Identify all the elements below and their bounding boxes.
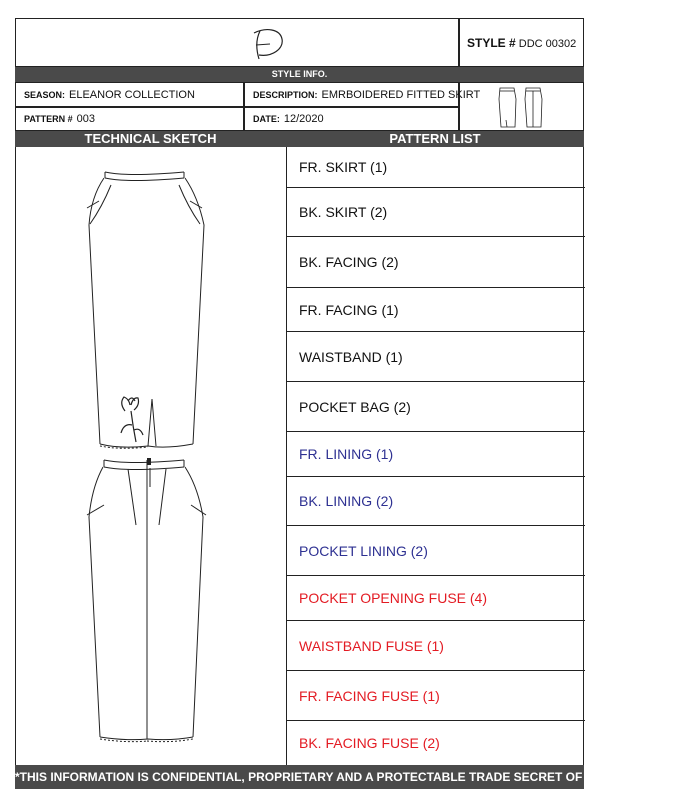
pattern-item-bk-facing-fuse: BK. FACING FUSE (2) <box>299 735 440 751</box>
pattern-item-fr-facing-fuse: FR. FACING FUSE (1) <box>287 671 585 721</box>
season-label: SEASON: <box>24 89 66 100</box>
style-number-value: DDC 00302 <box>518 38 577 50</box>
style-number-cell <box>459 18 584 67</box>
pattern-item-bk-skirt: BK. SKIRT (2) <box>287 188 585 237</box>
style-number-label: STYLE # <box>467 36 516 50</box>
back-skirt-drawing <box>87 460 206 742</box>
pattern-item-fr-facing: FR. FACING (1) <box>287 288 585 332</box>
pattern-list <box>286 147 584 765</box>
technical-sketch-heading: TECHNICAL SKETCH <box>15 131 286 147</box>
pattern-list-heading: PATTERN LIST <box>286 131 584 147</box>
description-label: DESCRIPTION: <box>253 89 318 100</box>
logo-cell <box>15 18 459 67</box>
style-info-heading: STYLE INFO. <box>15 67 584 82</box>
pattern-item-bk-lining: BK. LINING (2) <box>287 477 585 526</box>
pattern-item-pocket-lining: POCKET LINING (2) <box>287 526 585 576</box>
pattern-item-pocket-opening-fuse: POCKET OPENING FUSE (4) <box>287 576 585 621</box>
pattern-item-waistband: WAISTBAND (1) <box>287 332 585 382</box>
technical-sketch-area <box>15 147 286 765</box>
confidentiality-notice: *THIS INFORMATION IS CONFIDENTIAL, PROPRIETARY AND A PROTECTABLE TRADE SECRET OF DILA DESIGNS.CO* <box>15 765 584 789</box>
season-field <box>15 82 244 107</box>
date-label: DATE: <box>253 114 280 124</box>
skirt-technical-sketch <box>16 147 287 765</box>
tulip-embroidery <box>121 397 143 442</box>
pattern-item-pocket-bag: POCKET BAG (2) <box>287 382 585 432</box>
dila-logo <box>246 25 296 63</box>
description-field <box>244 82 481 107</box>
season-value: ELEANOR COLLECTION <box>69 88 195 101</box>
sketch-thumbnail <box>459 82 584 131</box>
pattern-item-bk-facing: BK. FACING (2) <box>287 237 585 288</box>
pattern-number-label: PATTERN # <box>24 114 73 124</box>
pattern-number-value: 003 <box>76 113 96 125</box>
pattern-item-waistband-fuse: WAISTBAND FUSE (1) <box>287 621 585 671</box>
date-value: 12/2020 <box>283 113 324 125</box>
front-skirt-drawing <box>87 172 204 448</box>
skirt-thumbnail-icon <box>496 85 548 129</box>
date-field <box>244 107 459 131</box>
pattern-item-fr-lining: FR. LINING (1) <box>287 432 585 477</box>
pattern-number-field <box>15 107 244 131</box>
pattern-item-fr-skirt: FR. SKIRT (1) <box>287 147 585 188</box>
description-value: EMRBOIDERED FITTED SKIRT <box>321 88 481 101</box>
